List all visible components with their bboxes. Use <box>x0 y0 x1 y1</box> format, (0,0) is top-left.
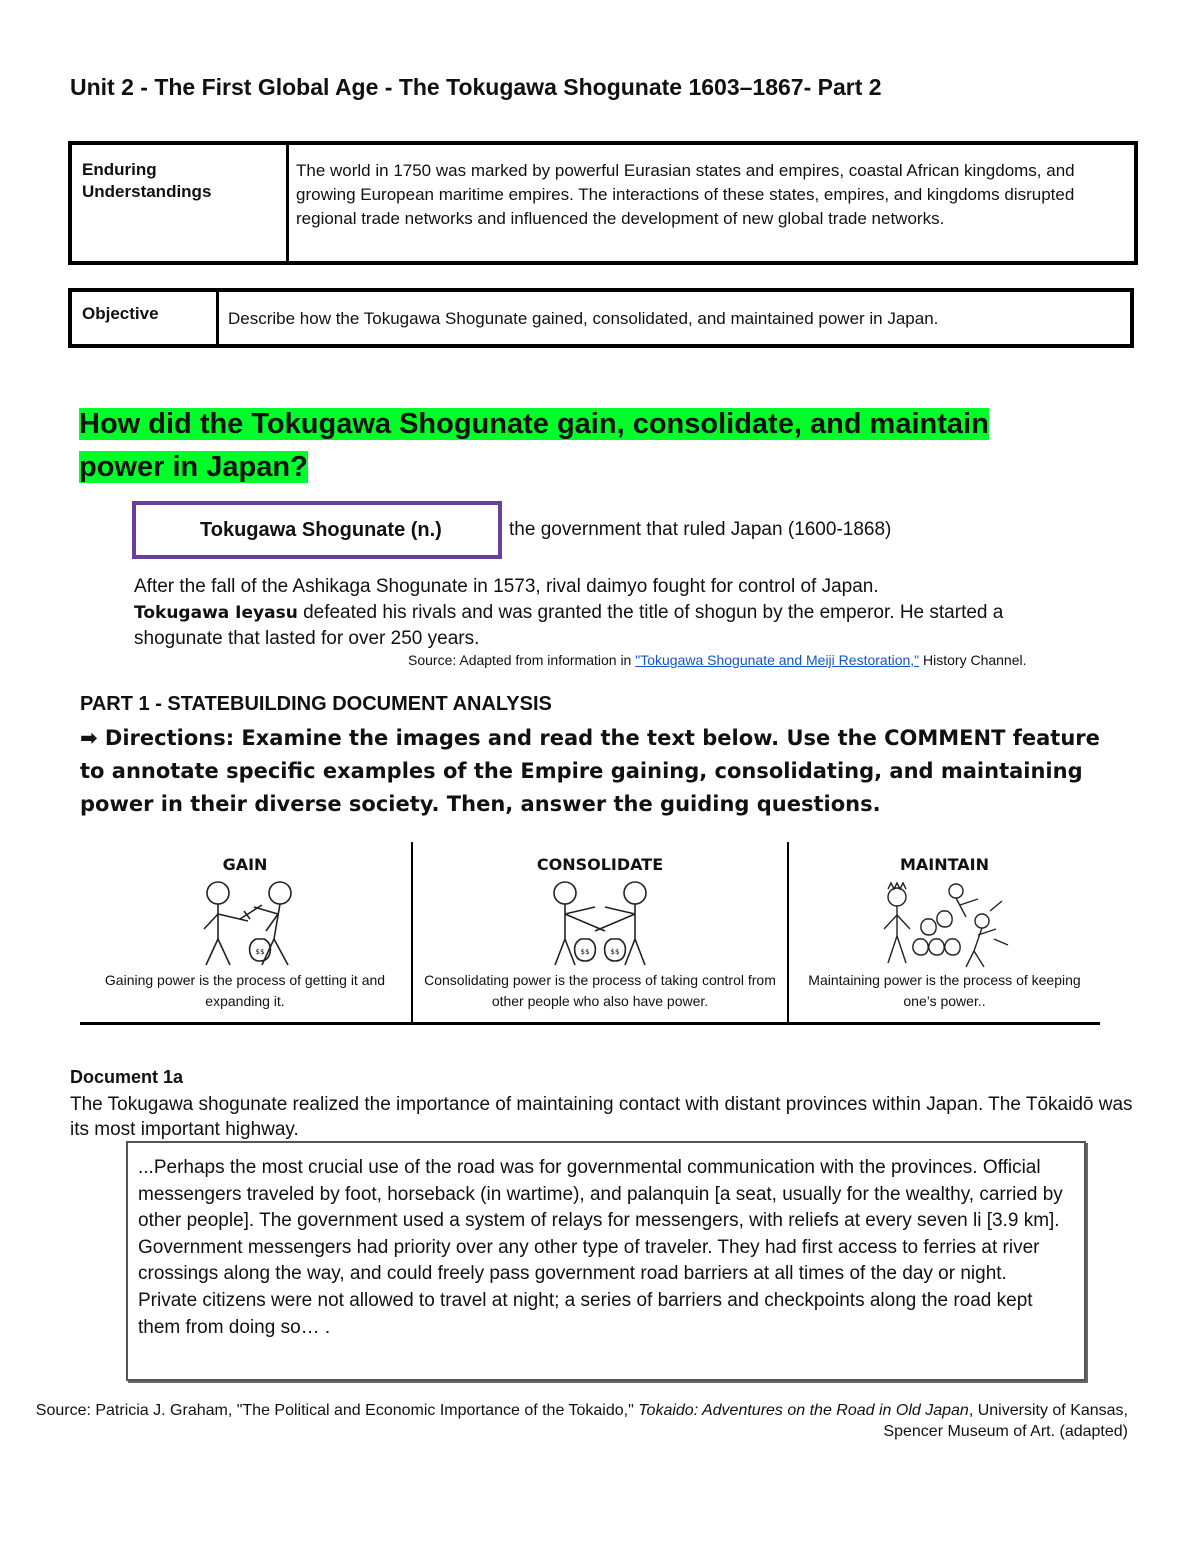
document-1a-quote-box <box>126 1141 1086 1381</box>
money-bag-label: $$ <box>255 948 265 956</box>
money-bag-label: $$ <box>580 948 590 956</box>
part1-heading: PART 1 - STATEBUILDING DOCUMENT ANALYSIS <box>80 693 552 715</box>
objective-label-cell <box>72 292 219 344</box>
concept-title: MAINTAIN <box>899 855 990 874</box>
concept-maintain <box>789 842 1100 1020</box>
intro-name: Tokugawa Ieyasu <box>134 603 298 623</box>
vocab-term: Tokugawa Shogunate (n.) <box>200 519 442 541</box>
enduring-understandings-table <box>68 141 1138 265</box>
page-title: Unit 2 - The First Global Age - The Tokugawa Shogunate 1603–1867- Part 2 <box>70 74 882 100</box>
enduring-text: The world in 1750 was marked by powerful Eurasian states and empires, coastal African kingdoms, and growing European maritime empires. The interactions of these states, empires, and kingdoms disrupted regional trade networks and influenced the development of new global trade networks. <box>296 161 1075 228</box>
concept-description: Maintaining power is the process of keeping one’s power.. <box>808 972 1081 1009</box>
concept-consolidate <box>413 842 787 1020</box>
document-1a-intro: The Tokugawa shogunate realized the importance of maintaining contact with distant provinces within Japan. The Tōkaidō was its most important highway. <box>70 1094 1133 1140</box>
part1-directions: ➡ Directions: Examine the images and read the text below. Use the COMMENT feature to annotate specific examples of the Empire gaining, consolidating, and maintaining power in their diverse society. Then, answer the guiding questions. <box>80 726 1100 816</box>
vocab-term-box <box>132 501 502 559</box>
maintain-stick-figures-icon <box>870 881 1020 973</box>
gain-stick-figures-icon <box>170 881 320 973</box>
document-1a-source <box>28 1400 1128 1442</box>
document-1a-quote: ...Perhaps the most crucial use of the road was for governmental communication with the provinces. Official messengers traveled by foot, horseback (in wartime), and palanquin [a seat, usually for the wealthy, carried by other people]. The government used a system of relays for messengers, with reliefs at every seven li [3.9 km]. Government messengers had priority over any other type of traveler. They had first access to ferries at river crossings along the way, and could freely pass government road barriers at all times of the day or night. Private citizens were not allowed to travel at night; a series of barriers and checkpoints along the road kept them from doing so… . <box>138 1157 1063 1338</box>
objective-text: Describe how the Tokugawa Shogunate gained, consolidated, and maintained power in Japan. <box>228 309 939 328</box>
document-1a-heading: Document 1a <box>70 1067 184 1087</box>
concept-title: CONSOLIDATE <box>536 855 664 874</box>
doc-source-title: Tokaido: Adventures on the Road in Old Japan <box>638 1402 969 1419</box>
enduring-label-cell <box>72 145 289 261</box>
concept-panel <box>80 842 1100 1025</box>
concept-description: Gaining power is the process of getting it and expanding it. <box>104 972 386 1009</box>
intro-source <box>408 652 1027 668</box>
money-bag-label: $$ <box>610 948 620 956</box>
source-link[interactable]: "Tokugawa Shogunate and Meiji Restoration," <box>635 652 920 668</box>
source-prefix: Source: Adapted from information in <box>408 652 636 668</box>
vocab-definition: the government that ruled Japan (1600-1868) <box>509 519 892 540</box>
intro-line1: After the fall of the Ashikaga Shogunate in 1573, rival daimyo fought for control of Japan. <box>134 576 879 597</box>
doc-source-prefix: Source: Patricia J. Graham, "The Political and Economic Importance of the Tokaido," <box>35 1402 639 1419</box>
source-suffix: History Channel. <box>919 652 1027 668</box>
intro-paragraph <box>134 574 1094 652</box>
doc-source-suffix: , University of Kansas, Spencer Museum of Art. (adapted) <box>883 1402 1128 1440</box>
concept-gain <box>80 842 410 1020</box>
consolidate-stick-figures-icon <box>525 881 675 973</box>
intro-rest: defeated his rivals and was granted the title of shogun by the emperor. He started a shogunate that lasted for over 250 years. <box>134 602 1004 649</box>
essential-question-text: How did the Tokugawa Shogunate gain, consolidate, and maintain power in Japan? <box>79 408 989 483</box>
concept-description: Consolidating power is the process of taking control from other people who also have power. <box>424 972 776 1009</box>
objective-table <box>68 288 1134 348</box>
enduring-label: Enduring Understandings <box>82 160 212 201</box>
concept-title: GAIN <box>222 855 268 874</box>
essential-question <box>79 403 1079 489</box>
objective-label: Objective <box>82 304 159 323</box>
